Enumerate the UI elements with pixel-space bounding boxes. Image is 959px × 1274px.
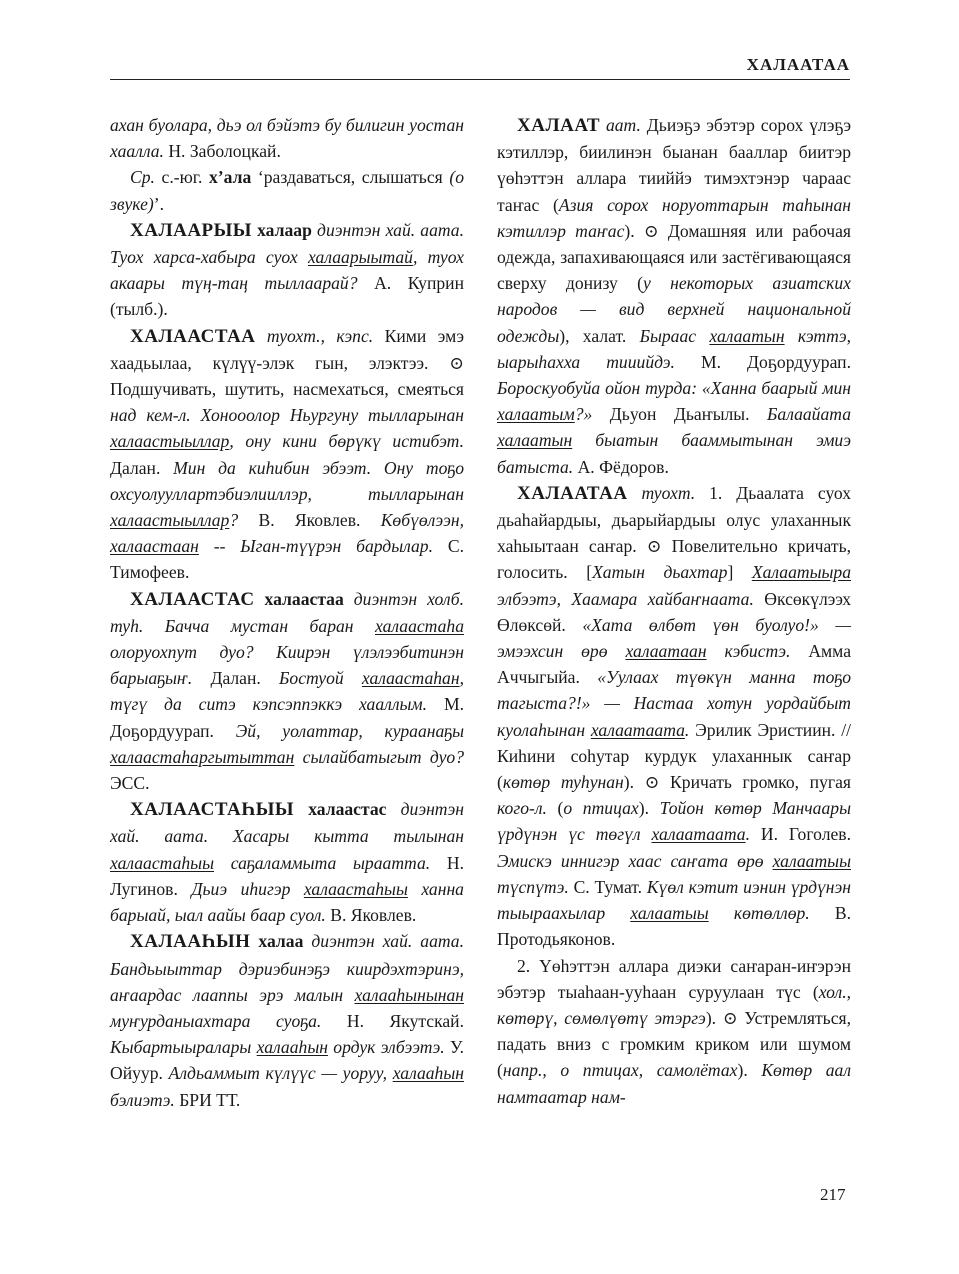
entry-khalaataa-sense-2: 2. Үөһэттэн аллара диэки саҥаран-иҥэрэн эбэтэр тыаһаан-ууһаан суруулаан түс (хол., көтөрү, сөмөлүөтү этэргэ). ⊙ Устремляться, падать вниз с громким криком или шумом (напр., о птицах, самолётах). Көтөр аал намтаатар нам-: [497, 955, 851, 1107]
running-head-title: ХАЛААТАА: [746, 55, 850, 74]
entry-khalaastaa: ХАЛААСТАА туохт., кэпс. Кими эмэ хаадьылаа, күлүү-элэк гын, элэктээ. ⊙ Подшучивать, шутить, насмехаться, смеяться над кем-л. Хонооолор Ньургуну тылларынан халаастыыллар, ону кини бөрүкү истибэт. Далан. Мин да киһибин эбээт. Ону тоҕо охсуолууллартэбиэлииллэр, тылларынан халаастыыллар? В. Яковлев. Көбүөлээн, халаастаан -- Ыган-түүрэн бардылар. С. Тимофеев.: [110, 325, 464, 583]
headword: ХАЛААТАА: [517, 482, 628, 504]
entry-khalaastahyy: ХАЛААСТАҺЫЫ халаастас диэнтэн хай. аата. Хасары кытта тылынан халаастаһыы саҕаламмыта ыраатта. Н. Лугинов. Дьиэ иһигэр халаастаһыы ханна барыай, ыал аайы баар суол. В. Яковлев.: [110, 799, 464, 926]
headword: ХАЛААҺЫН: [130, 931, 251, 953]
entry-khalaastas: ХАЛААСТАС халаастаа диэнтэн холб. туһ. Бачча мустан баран халаастаһа олоруохпут дуо? Киирэн үлэлээбитинэн барыаҕыҥ. Далан. Бостуой халаастаһан, түгү да ситэ кэпсэппэккэ хааллым. М. Доҕордуурап. Эй, уолаттар, кураанаҕы халаастаһаргытыттан сылайбатыгыт дуо? ЭСС.: [110, 588, 465, 794]
headword: ХАЛААСТАА: [130, 325, 256, 347]
headword: ХАЛААТ: [517, 115, 601, 136]
entry-continuation: ахан буолара, дьэ ол бэйэтэ бу билигин уостан хаалла. Н. Заболоцкай.: [110, 115, 464, 162]
entry-khalaataa: ХАЛААТАА туохт. 1. Дьаалата суох дьаһайардыы, дьарыйардыы олус улаханнык хаһыытаан саҥар. ⊙ Повелительно кричать, голосить. [Хатын дьахтар] Халаатыыра элбээтэ, Хаамара хайбаҥнаата. Өксөкүлээх Өлөксөй. «Хата өлбөт үөн буолуо!» — эмээхсин өрө халаатаан кэбистэ. Амма Аччыгыйа. «Уулаах түөкүн манна тоҕо тагыста?!» — Настаа хотун уордайбыт куолаһынан халаатаата. Эрилик Эристиин. // Киһини соһутар курдук улаханнык саҥар (көтөр туһунан). ⊙ Кричать громко, пугая кого-л. (о птицах). Тойон көтөр Манчаары үрдүнэн үс төгүл халаатаата. И. Гоголев. Эмискэ иннигэр хаас саҥата өрө халаатыы түспүтэ. С. Тумат. Күөл кэтит иэнин үрдүнэн тыыраахылар халаатыы көтөллөр. В. Протодьяконов.: [497, 482, 852, 950]
running-header: [110, 55, 850, 80]
entry-khalaat: ХАЛААТ аат. Дьиэҕэ эбэтэр сорох үлэҕэ кэтиллэр, биилинэн быанан бааллар биитэр үөһэттэн аллара тииййэ тимэхтэнэр чараас таҥас (Азия сорох норуоттарын таһынан кэтиллэр таҥас). ⊙ Домашняя или рабочая одежда, запахивающаяся или застёгивающаяся сверху донизу (у некоторых азиатских народов — вид верхней национальной одежды), халат. Быраас халаатын кэттэ, ыарыһахха тииийдэ. М. Доҕордуурап. Бороскуобуйа ойон турда: «Ханна баарый мин халаатым?» Дьуон Дьаҥылы. Балаайата халаатын быатын бааммытынан эмиэ батыста. А. Фёдоров.: [497, 115, 852, 477]
entry-crossref: Ср. с.-юг. х’ала ‘раздаваться, слышаться (о звуке)’.: [110, 167, 464, 214]
entry-khalaahyn: ХАЛААҺЫН халаа диэнтэн хай. аата. Бандьыыттар дэриэбинэҕэ киирдэхтэринэ, аҥаардас лааппы эрэ малын халааһынынан муҥурданыахтара суоҕа. Н. Якутскай. Кыбартыыралары халааһын ордук элбээтэ. У. Ойуур. Алдьаммыт күлүүс — уоруу, халааһын бэлиэтэ. БРИ ТТ.: [110, 931, 464, 1110]
headword: ХАЛААРЫЫ: [130, 219, 252, 241]
headword: ХАЛААСТАС: [130, 588, 255, 610]
page-number: 217: [820, 1185, 846, 1204]
left-column: [110, 112, 464, 1113]
headword: ХАЛААСТАҺЫЫ: [130, 799, 295, 821]
right-column: [497, 112, 851, 1110]
entry-khalaaryy: ХАЛААРЫЫ халаар диэнтэн хай. аата. Туох харса-хабыра суох халаарыытай, туох акаары түң-таң тыллаарай? А. Куприн (тылб.).: [110, 219, 464, 320]
